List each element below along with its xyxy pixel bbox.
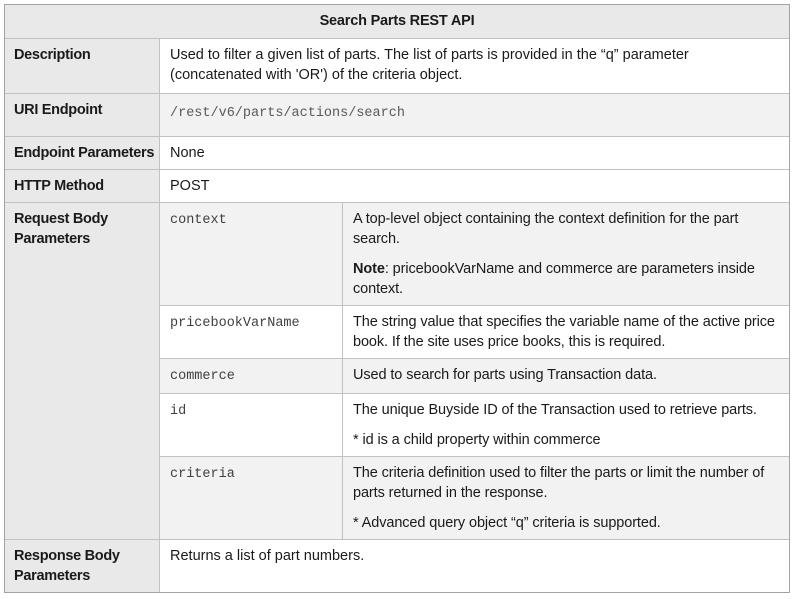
request-parameters-table <box>160 203 789 539</box>
description-text: Used to filter a given list of parts. The list of parts is provided in the “q” parameter (concatenated with 'OR') of the criteria object. <box>170 47 689 83</box>
uri-endpoint-row <box>5 93 789 136</box>
uri-endpoint-label: URI Endpoint <box>5 94 160 136</box>
param-desc-criteria-text: The criteria definition used to filter the parts or limit the number of parts returned in the response. <box>353 465 765 501</box>
param-row-context <box>160 203 789 305</box>
http-method-row <box>5 169 789 202</box>
param-name-id: id <box>160 394 343 456</box>
request-body-parameters-row <box>5 202 789 539</box>
param-desc-id <box>343 394 789 456</box>
description-value <box>160 39 789 93</box>
endpoint-parameters-value: None <box>170 145 205 161</box>
response-body-parameters-value: Returns a list of part numbers. <box>170 548 365 564</box>
param-desc-criteria <box>343 457 789 539</box>
note-label: Note <box>353 261 385 277</box>
table-title: Search Parts REST API <box>5 5 789 38</box>
api-doc-table <box>4 4 790 593</box>
description-row <box>5 38 789 93</box>
param-desc-commerce <box>343 359 789 393</box>
param-desc-context-note <box>353 259 783 299</box>
param-name-context: context <box>160 203 343 305</box>
param-desc-criteria-footnote: * Advanced query object “q” criteria is supported. <box>353 515 661 531</box>
response-body-parameters-label: Response Body Parameters <box>5 540 160 592</box>
endpoint-parameters-label: Endpoint Parameters <box>5 137 160 169</box>
param-name-criteria: criteria <box>160 457 343 539</box>
description-label: Description <box>5 39 160 93</box>
param-desc-pricebookvarname <box>343 306 789 358</box>
http-method-label: HTTP Method <box>5 170 160 202</box>
request-body-parameters-label: Request Body Parameters <box>5 203 160 539</box>
param-row-id <box>160 393 789 456</box>
param-row-commerce <box>160 358 789 393</box>
param-desc-id-text: The unique Buyside ID of the Transaction used to retrieve parts. <box>353 402 757 418</box>
param-row-pricebookvarname <box>160 305 789 358</box>
param-desc-commerce-text: Used to search for parts using Transaction data. <box>353 367 657 383</box>
http-method-value: POST <box>170 178 210 194</box>
uri-endpoint-value: /rest/v6/parts/actions/search <box>160 94 789 136</box>
param-name-pricebookvarname: pricebookVarName <box>160 306 343 358</box>
param-desc-context <box>343 203 789 305</box>
note-text: : pricebookVarName and commerce are parameters inside context. <box>353 261 755 297</box>
param-desc-pricebookvarname-text: The string value that specifies the variable name of the active price book. If the site uses price books, this is required. <box>353 314 775 350</box>
endpoint-parameters-row <box>5 136 789 169</box>
response-body-parameters-row <box>5 539 789 592</box>
param-desc-context-text: A top-level object containing the context definition for the part search. <box>353 211 739 247</box>
param-name-commerce: commerce <box>160 359 343 393</box>
param-row-criteria <box>160 456 789 539</box>
param-desc-id-footnote: * id is a child property within commerce <box>353 432 601 448</box>
